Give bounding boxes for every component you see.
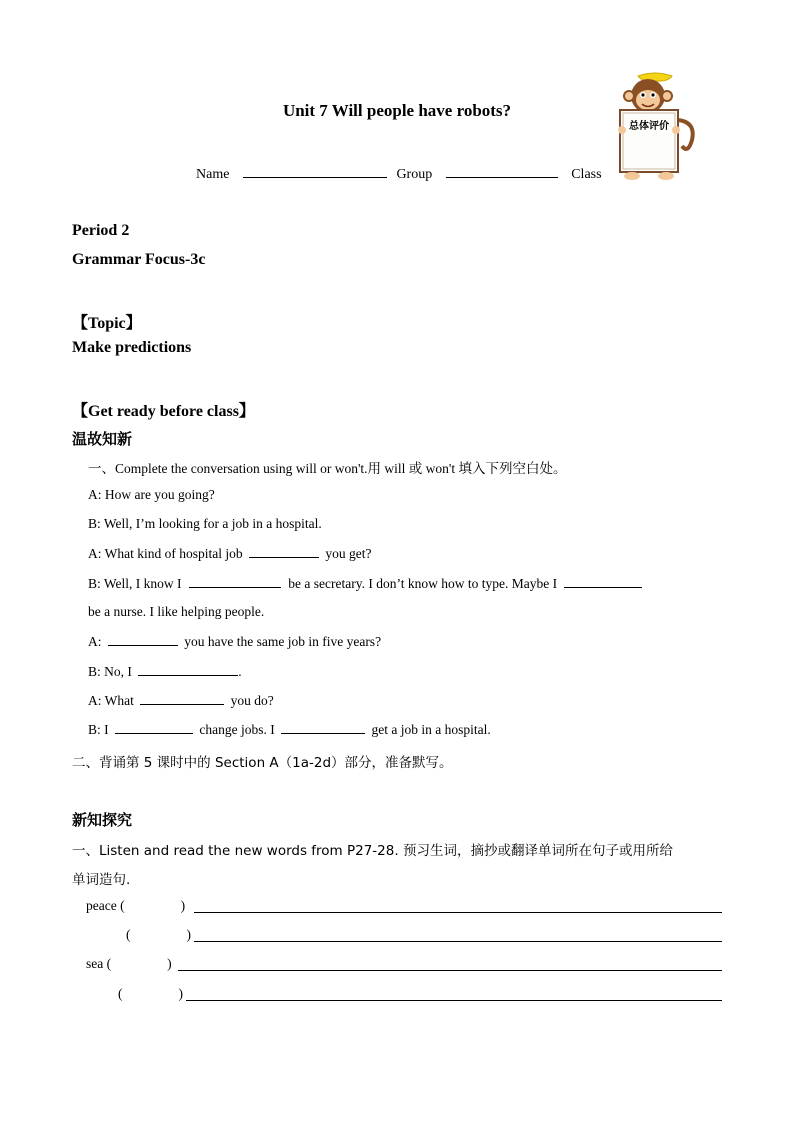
grammar-focus-label: Grammar Focus-3c	[72, 251, 206, 268]
answer-blank[interactable]	[249, 545, 319, 558]
topic-text: Make predictions	[72, 339, 192, 356]
answer-line[interactable]	[194, 912, 722, 913]
dialogue-text: B: Well, I know I	[88, 576, 182, 591]
class-label: Class	[571, 167, 602, 182]
word-label: (	[118, 986, 123, 1001]
name-label: Name	[196, 167, 230, 182]
get-ready-heading: 【Get ready before class】	[72, 403, 255, 420]
dialogue-text: change jobs. I	[199, 722, 275, 737]
period-label: Period 2	[72, 222, 130, 239]
name-blank[interactable]	[243, 164, 387, 178]
monkey-evaluation-sticker	[612, 70, 698, 182]
dialogue-text: A: What	[88, 693, 134, 708]
word-label: peace (	[86, 898, 125, 913]
answer-line[interactable]	[186, 1000, 722, 1001]
new-knowledge-heading: 新知探究	[72, 811, 133, 829]
exercise2-instruction: 二、背诵第 5 课时中的 Section A（1a-2d）部分，准备默写。	[72, 755, 453, 771]
answer-blank[interactable]	[140, 692, 224, 705]
word-close: )	[178, 986, 183, 1001]
exercise1-instruction: 一、Complete the conversation using will or won't.用 will 或 won't 填入下列空白处。	[88, 461, 567, 476]
page-title: Unit 7 Will people have robots?	[282, 101, 512, 120]
new-words-instruction-cont: 单词造句.	[72, 872, 131, 888]
dialogue-text: you do?	[230, 693, 274, 708]
sticker-text: 总体评价	[629, 121, 669, 132]
dialogue-line	[88, 633, 381, 650]
answer-line[interactable]	[194, 941, 722, 942]
word-close: )	[186, 927, 191, 942]
dialogue-text: B: I	[88, 722, 109, 737]
dialogue-line: be a nurse. I like helping people.	[88, 604, 265, 619]
dialogue-text: you get?	[325, 546, 372, 561]
dialogue-text: be a secretary. I don’t know how to type. Maybe I	[288, 576, 558, 591]
word-close: )	[167, 956, 172, 971]
student-info-row	[196, 164, 602, 183]
word-close: )	[180, 898, 186, 913]
answer-blank[interactable]	[189, 575, 281, 588]
dialogue-line: A: How are you going?	[88, 487, 215, 502]
answer-blank[interactable]	[108, 633, 178, 646]
answer-blank[interactable]	[281, 721, 365, 734]
dialogue-line	[88, 575, 642, 592]
dialogue-text: A:	[88, 634, 102, 649]
answer-blank[interactable]	[138, 663, 238, 676]
word-row-sea-derived	[118, 986, 183, 1002]
group-blank[interactable]	[446, 164, 558, 178]
group-label: Group	[396, 167, 433, 182]
dialogue-line	[88, 545, 372, 562]
word-label: sea (	[86, 956, 112, 971]
word-row-sea	[86, 956, 172, 972]
dialogue-text: A: What kind of hospital job	[88, 546, 243, 561]
word-row-peace-derived	[126, 927, 191, 943]
dialogue-text: B: No, I	[88, 664, 132, 679]
dialogue-line: B: Well, I’m looking for a job in a hospital.	[88, 516, 322, 531]
dialogue-line	[88, 692, 274, 709]
topic-heading: 【Topic】	[72, 315, 142, 332]
word-row-peace	[86, 898, 185, 914]
dialogue-line	[88, 663, 242, 680]
dialogue-text: .	[238, 664, 242, 679]
dialogue-text: get a job in a hospital.	[371, 722, 491, 737]
dialogue-text: you have the same job in five years?	[184, 634, 382, 649]
answer-blank[interactable]	[115, 721, 193, 734]
answer-line[interactable]	[178, 970, 722, 971]
review-heading: 温故知新	[72, 430, 133, 448]
answer-blank[interactable]	[564, 575, 642, 588]
dialogue-line	[88, 721, 491, 738]
new-words-instruction: 一、Listen and read the new words from P27-28. 预习生词，摘抄或翻译单词所在句子或用所给	[72, 843, 673, 859]
word-label: (	[126, 927, 131, 942]
